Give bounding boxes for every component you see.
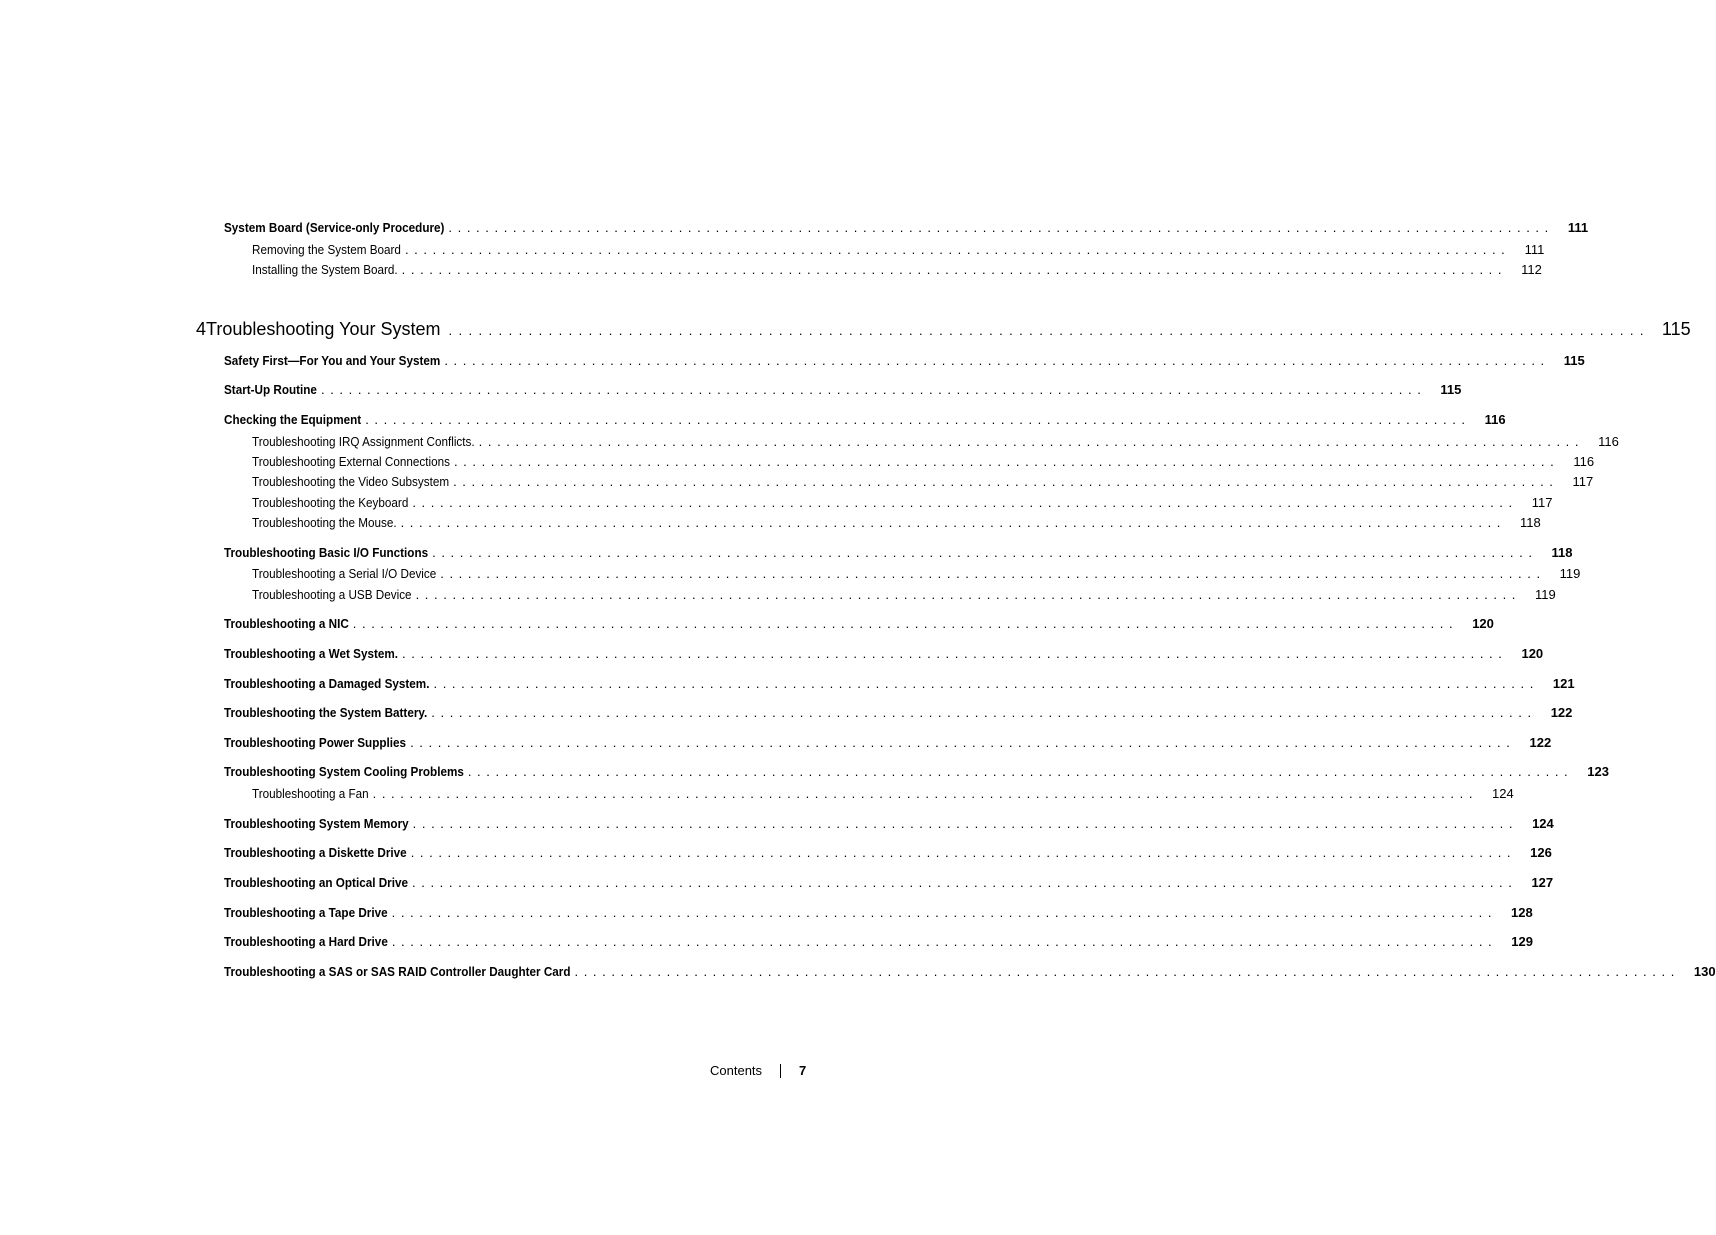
dot-leader: ........................................................................................................................ (433, 676, 1539, 691)
dot-leader: ........................................................................................................................ (453, 454, 1560, 469)
toc-entry-page: 117 (1531, 495, 1553, 510)
toc-entry-page: 117 (1572, 474, 1594, 489)
toc-subentry[interactable] (252, 786, 1514, 802)
toc-entry-label: Troubleshooting a Wet System. (224, 646, 399, 661)
toc-entry-page: 120 (1472, 616, 1494, 631)
dot-leader: ........................................................................................................................ (478, 434, 1585, 449)
toc-entry-label: Troubleshooting an Optical Drive (224, 875, 408, 890)
toc-entry[interactable] (224, 735, 1552, 751)
dot-leader: ........................................................................................................................ (391, 934, 1498, 949)
dot-leader: ........................................................................................................................ (467, 764, 1574, 779)
toc-entry-page: 130 (1693, 964, 1716, 979)
toc-entry-label: Troubleshooting the Mouse. (252, 515, 397, 530)
toc-subentry[interactable] (252, 474, 1594, 490)
toc-entry-page: 124 (1532, 816, 1554, 831)
toc-entry[interactable] (224, 705, 1573, 721)
toc-entry-label: Troubleshooting a Hard Drive (224, 934, 388, 949)
toc-entry-label: Troubleshooting the System Battery. (224, 705, 428, 720)
dot-leader: ........................................................................................................................ (444, 353, 1550, 368)
toc-entry-page: 121 (1552, 676, 1575, 691)
dot-leader: ........................................................................................................................ (574, 964, 1680, 979)
toc-entry-label: Troubleshooting System Cooling Problems (224, 764, 464, 779)
toc-subentry[interactable] (252, 242, 1545, 258)
toc-entry[interactable] (224, 646, 1544, 662)
toc-entry-label: System Board (Service-only Procedure) (224, 220, 445, 235)
toc-entry-label: Troubleshooting a NIC (224, 616, 349, 631)
dot-leader: ........................................................................................................................ (415, 587, 1522, 602)
dot-leader: ........................................................................................................................ (320, 382, 1427, 397)
toc-entry-label: Troubleshooting a SAS or SAS RAID Controller Daughter Card (224, 964, 571, 979)
toc-entry[interactable] (224, 412, 1506, 428)
toc-entry[interactable] (224, 220, 1589, 236)
toc-entry-page: 119 (1535, 587, 1556, 602)
toc-subentry[interactable] (252, 434, 1619, 450)
toc-entry-label: Troubleshooting a Fan (252, 786, 369, 801)
page-footer (700, 1062, 810, 1080)
toc-entry-page: 129 (1511, 934, 1533, 949)
dot-leader: ........................................................................................................................ (412, 495, 1518, 510)
toc-entry-page: 122 (1550, 705, 1573, 720)
dot-leader: ........................................................................................................................ (402, 646, 1508, 661)
dot-leader: ........................................................................................................................ (410, 845, 1517, 860)
toc-entry-label: Installing the System Board. (252, 262, 398, 277)
toc-entry-page: 119 (1559, 566, 1581, 581)
toc-entry-label: Safety First—For You and Your System (224, 353, 441, 368)
toc-entry-page: 120 (1521, 646, 1544, 661)
toc-entry[interactable] (224, 905, 1533, 921)
toc-entry-page: 116 (1598, 434, 1619, 449)
dot-leader: ........................................................................................................................ (448, 323, 1650, 338)
chapter-heading[interactable] (196, 318, 1691, 342)
toc-entry-page: 118 (1551, 545, 1573, 560)
dot-leader: ........................................................................................................................ (453, 474, 1559, 489)
toc-subentry[interactable] (252, 566, 1581, 582)
toc-entry[interactable] (224, 764, 1609, 780)
toc-entry-label: Checking the Equipment (224, 412, 362, 427)
chapter-number: 4 (196, 319, 207, 339)
toc-entry-label: Troubleshooting the Keyboard (252, 495, 409, 510)
toc-entry-page: 111 (1524, 242, 1545, 257)
toc-entry-page: 127 (1531, 875, 1554, 890)
toc-subentry[interactable] (252, 262, 1542, 278)
toc-entry-label: Troubleshooting a USB Device (252, 587, 412, 602)
toc-subentry[interactable] (252, 515, 1541, 531)
toc-entry-label: Troubleshooting a Tape Drive (224, 905, 388, 920)
footer-divider (780, 1064, 781, 1078)
dot-leader: ........................................................................................................................ (410, 735, 1516, 750)
page-number: 7 (799, 1063, 807, 1078)
toc-entry-label: Removing the System Board (252, 242, 401, 257)
toc-entry-page: 118 (1520, 515, 1541, 530)
toc-entry[interactable] (224, 545, 1573, 561)
dot-leader: ........................................................................................................................ (448, 220, 1554, 235)
toc-entry[interactable] (224, 616, 1494, 632)
toc-entry-page: 126 (1530, 845, 1552, 860)
toc-entry-label: Start-Up Routine (224, 382, 317, 397)
toc-entry-label: Troubleshooting IRQ Assignment Conflicts. (252, 434, 475, 449)
toc-entry[interactable] (224, 676, 1575, 692)
dot-leader: ........................................................................................................................ (400, 515, 1506, 530)
toc-entry-page: 112 (1521, 262, 1542, 277)
dot-leader: ........................................................................................................................ (401, 262, 1508, 277)
dot-leader: ........................................................................................................................ (404, 242, 1511, 257)
toc-entry-label: Troubleshooting System Memory (224, 816, 409, 831)
dot-leader: ........................................................................................................................ (365, 412, 1471, 427)
toc-entry[interactable] (224, 382, 1462, 398)
chapter-page: 115 (1661, 319, 1691, 339)
toc-entry-page: 123 (1587, 764, 1609, 779)
dot-leader: ........................................................................................................................ (432, 545, 1538, 560)
toc-entry[interactable] (224, 353, 1585, 369)
dot-leader: ........................................................................................................................ (431, 705, 1537, 720)
toc-entry-page: 128 (1511, 905, 1533, 920)
toc-entry[interactable] (224, 934, 1533, 950)
toc-entry-page: 116 (1573, 454, 1595, 469)
toc-entry[interactable] (224, 816, 1554, 832)
toc-entry[interactable] (224, 845, 1552, 861)
toc-entry-page: 115 (1440, 382, 1462, 397)
dot-leader: ........................................................................................................................ (372, 786, 1479, 801)
toc-entry-page: 116 (1484, 412, 1506, 427)
dot-leader: ........................................................................................................................ (440, 566, 1546, 581)
toc-entry-page: 111 (1567, 220, 1589, 235)
dot-leader: ........................................................................................................................ (391, 905, 1498, 920)
dot-leader: ........................................................................................................................ (412, 875, 1518, 890)
toc-entry-label: Troubleshooting the Video Subsystem (252, 474, 450, 489)
toc-entry-label: Troubleshooting a Damaged System. (224, 676, 430, 691)
toc-subentry[interactable] (252, 495, 1553, 511)
toc-entry[interactable] (224, 964, 1716, 980)
toc-entry-label: Troubleshooting a Serial I/O Device (252, 566, 437, 581)
toc-entry[interactable] (224, 875, 1554, 891)
toc-entry-label: Troubleshooting Power Supplies (224, 735, 407, 750)
toc-entry-page: 115 (1563, 353, 1585, 368)
toc-entry-label: Troubleshooting Basic I/O Functions (224, 545, 429, 560)
footer-section-label: Contents (710, 1063, 763, 1078)
toc-entry-page: 122 (1529, 735, 1552, 750)
toc-subentry[interactable] (252, 587, 1556, 603)
toc-entry-page: 124 (1492, 786, 1514, 801)
toc-entry-label: Troubleshooting a Diskette Drive (224, 845, 407, 860)
toc-subentry[interactable] (252, 454, 1595, 470)
toc-entry-label: Troubleshooting External Connections (252, 454, 450, 469)
chapter-title: Troubleshooting Your System (206, 319, 441, 339)
dot-leader: ........................................................................................................................ (352, 616, 1459, 631)
dot-leader: ........................................................................................................................ (412, 816, 1519, 831)
